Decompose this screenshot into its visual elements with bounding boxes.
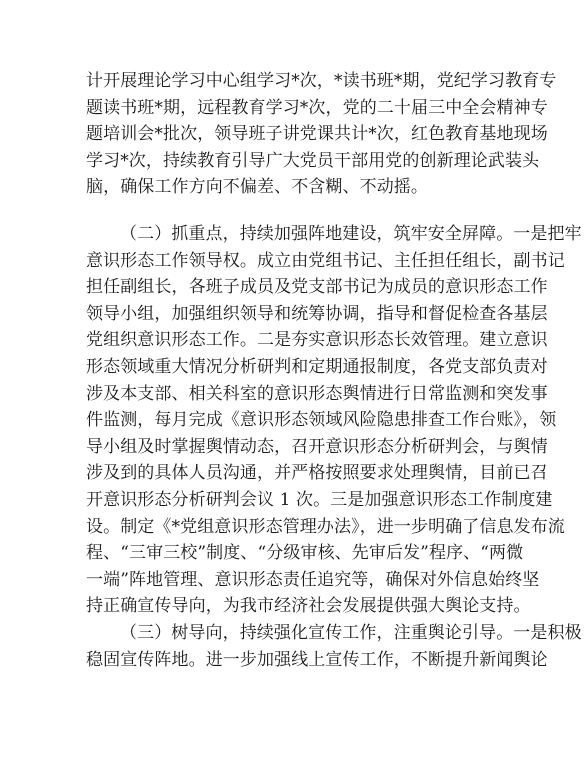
text-line: 件监测，每月完成《意识形态领域风险隐患排查工作台账》，领	[86, 410, 557, 431]
text-line: 题培训会*批次，领导班子讲党课共计*次，红色教育基地现场	[86, 124, 548, 145]
text-line: 一端”阵地管理、意识形态责任追究等，确保对外信息始终坚	[86, 569, 540, 590]
text-line: 设。制定《*党组意识形态管理办法》，进一步明确了信息发布流	[86, 516, 565, 537]
text-line: 涉及本支部、相关科室的意识形态舆情进行日常监测和突发事	[86, 383, 548, 404]
text-line: 形态领域重大情况分析研判和定期通报制度，各党支部负责对	[86, 356, 548, 377]
text-line: 题读书班*期，远程教育学习*次，党的二十届三中全会精神专	[86, 97, 548, 118]
paragraph-2	[86, 221, 582, 620]
text-line: 导小组及时掌握舆情动态，召开意识形态分析研判会，与舆情	[86, 436, 548, 457]
text-line: 学习*次，持续教育引导广大党员干部用党的创新理论武装头	[86, 150, 540, 171]
paragraph-1	[86, 68, 557, 201]
text-line: 意识形态工作领导权。成立由党组书记、主任担任组长，副书记	[86, 250, 565, 271]
text-line: （二）抓重点，持续加强阵地建设，筑牢安全屏障。一是把牢	[120, 224, 582, 244]
text-line: 持正确宣传导向，为我市经济社会发展提供强大舆论支持。	[86, 596, 531, 617]
text-line: 领导小组，加强组织领导和统筹协调，指导和督促检查各基层	[86, 303, 548, 324]
paragraph-3	[86, 620, 582, 673]
text-line: 程、“三审三校”制度、“分级审核、先审后发”程序、“两微	[86, 543, 524, 564]
text-line: 担任副组长，各班子成员及党支部书记为成员的意识形态工作	[86, 277, 548, 298]
text-line: 开意识形态分析研判会议 1 次。三是加强意识形态工作制度建	[86, 489, 553, 510]
text-line: 脑，确保工作方向不偏差、不含糊、不动摇。	[86, 177, 428, 198]
text-line: 计开展理论学习中心组学习*次，*读书班*期，党纪学习教育专	[86, 71, 557, 91]
text-line: （三）树导向，持续强化宣传工作，注重舆论引导。一是积极	[120, 623, 582, 643]
text-line: 稳固宣传阵地。进一步加强线上宣传工作，不断提升新闻舆论	[86, 649, 548, 670]
text-line: 涉及到的具体人员沟通，并严格按照要求处理舆情，目前已召	[86, 463, 548, 484]
text-line: 党组织意识形态工作。二是夯实意识形态长效管理。建立意识	[86, 330, 548, 351]
